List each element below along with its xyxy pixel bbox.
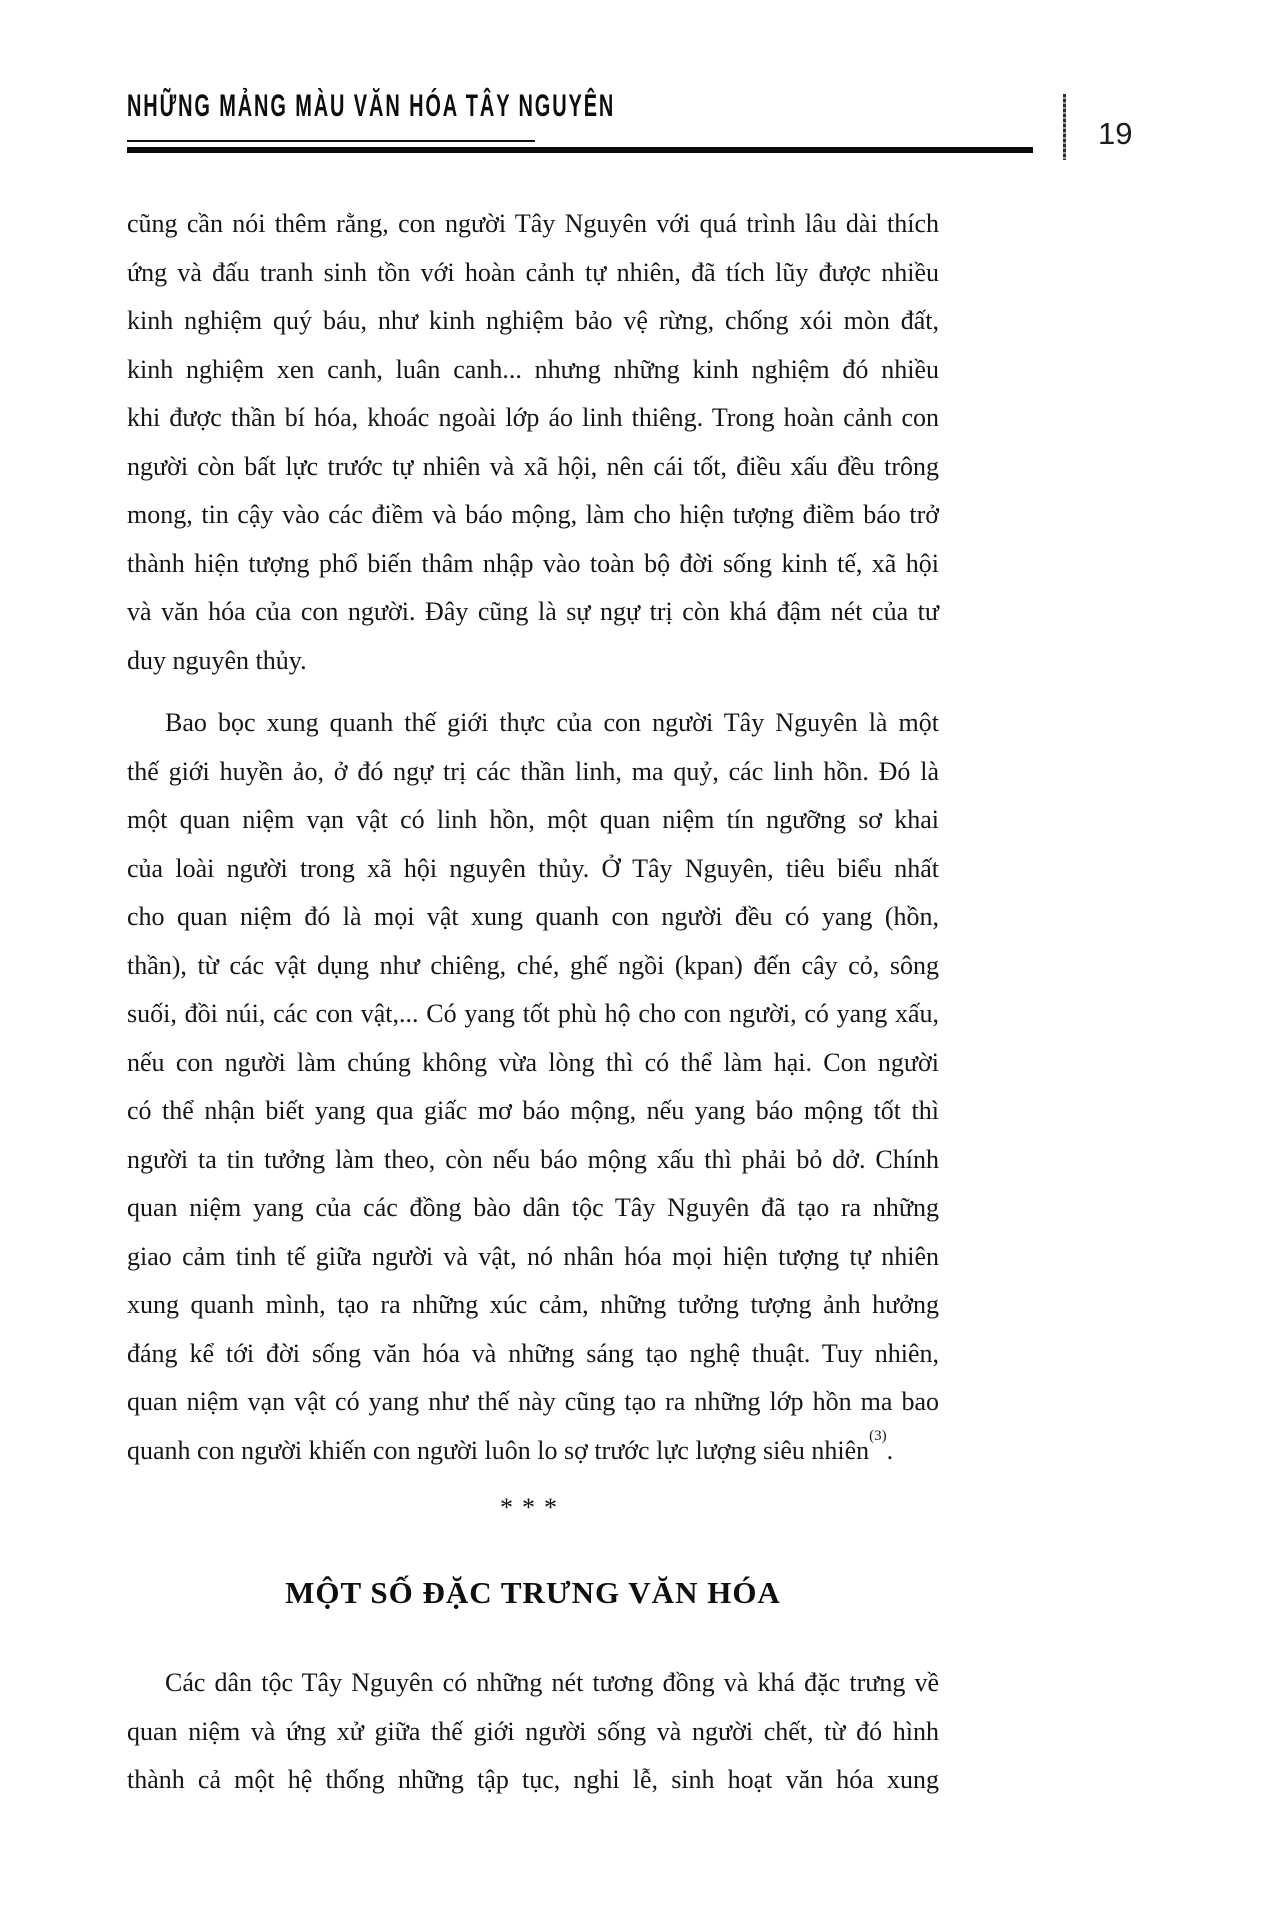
text-line: có thể nhận biết yang qua giấc mơ báo mộng, nếu yang báo mộng tốt thì <box>127 1096 939 1125</box>
text-line: giao cảm tinh tế giữa người và vật, nó nhân hóa mọi hiện tượng tự nhiên <box>127 1241 939 1271</box>
running-header-title-text: NHỮNG MẢNG MÀU VĂN HÓA TÂY NGUYÊN <box>127 89 616 124</box>
text-line: Bao bọc xung quanh thế giới thực của con người Tây Nguyên là một <box>165 708 939 737</box>
text-line: xung quanh mình, tạo ra những xúc cảm, những tưởng tượng ảnh hưởng <box>127 1290 939 1319</box>
paragraph <box>127 699 939 1475</box>
section-separator: *** <box>500 1493 566 1522</box>
text-line: duy nguyên thủy. <box>127 645 307 675</box>
running-header-title <box>127 89 641 125</box>
text-line: quan niệm và ứng xử giữa thế giới người sống và người chết, từ đó hình <box>127 1716 939 1746</box>
text-line: quan niệm vạn vật có yang như thế này cũng tạo ra những lớp hồn ma bao <box>127 1387 939 1416</box>
header-underline <box>127 140 535 142</box>
text-line: đáng kể tới đời sống văn hóa và những sáng tạo nghệ thuật. Tuy nhiên, <box>127 1338 939 1368</box>
paragraph <box>127 200 939 685</box>
text-line: của loài người trong xã hội nguyên thủy. Ở Tây Nguyên, tiêu biểu nhất <box>127 853 939 883</box>
text-line: kinh nghiệm quý báu, như kinh nghiệm bảo vệ rừng, chống xói mòn đất, <box>127 306 939 335</box>
text-line: thành hiện tượng phổ biến thâm nhập vào toàn bộ đời sống kinh tế, xã hội <box>127 548 939 578</box>
text-line: khi được thần bí hóa, khoác ngoài lớp áo linh thiêng. Trong hoàn cảnh con <box>127 403 939 432</box>
header-rule <box>127 147 1033 153</box>
text-line: thế giới huyền ảo, ở đó ngự trị các thần linh, ma quỷ, các linh hồn. Đó là <box>127 756 939 786</box>
text-line: cho quan niệm đó là mọi vật xung quanh con người đều có yang (hồn, <box>127 902 939 931</box>
text-line: một quan niệm vạn vật có linh hồn, một quan niệm tín ngưỡng sơ khai <box>127 805 939 834</box>
text-line: mong, tin cậy vào các điềm và báo mộng, làm cho hiện tượng điềm báo trở <box>127 500 939 529</box>
text-line: suối, đồi núi, các con vật,... Có yang tốt phù hộ cho con người, có yang xấu, <box>127 999 939 1028</box>
text-line: và văn hóa của con người. Đây cũng là sự ngự trị còn khá đậm nét của tư <box>127 597 939 626</box>
text-line: Các dân tộc Tây Nguyên có những nét tương đồng và khá đặc trưng về <box>165 1668 939 1697</box>
page-number-label: 19 <box>1098 116 1133 151</box>
footnote-marker: (3) <box>869 1427 887 1444</box>
paragraph <box>127 1659 939 1805</box>
text-line: quan niệm yang của các đồng bào dân tộc Tây Nguyên đã tạo ra những <box>127 1193 939 1222</box>
text-line: ứng và đấu tranh sinh tồn với hoàn cảnh tự nhiên, đã tích lũy được nhiều <box>127 257 939 287</box>
header-divider <box>1063 94 1066 160</box>
text-line: thành cả một hệ thống những tập tục, nghi lễ, sinh hoạt văn hóa xung <box>127 1765 939 1794</box>
paragraph-block-bottom <box>127 1659 939 1805</box>
text-line: nếu con người làm chúng không vừa lòng thì có thể làm hại. Con người <box>127 1047 939 1077</box>
text-line: quanh con người khiến con người luôn lo sợ trước lực lượng siêu nhiên$^{(3)}$. <box>127 1427 894 1465</box>
paragraph-block-top <box>127 200 939 1475</box>
text-line: thần), từ các vật dụng như chiêng, ché, ghế ngồi (kpan) đến cây cỏ, sông <box>127 950 939 980</box>
text-line: kinh nghiệm xen canh, luân canh... nhưng những kinh nghiệm đó nhiều <box>127 354 939 384</box>
text-line: cũng cần nói thêm rằng, con người Tây Nguyên với quá trình lâu dài thích <box>127 209 939 238</box>
text-line: người còn bất lực trước tự nhiên và xã hội, nên cái tốt, điều xấu đều trông <box>127 451 939 481</box>
text-column <box>127 200 939 1805</box>
text-line: người ta tin tưởng làm theo, còn nếu báo mộng xấu thì phải bỏ dở. Chính <box>127 1144 939 1174</box>
section-heading: MỘT SỐ ĐẶC TRƯNG VĂN HÓA <box>285 1575 781 1610</box>
